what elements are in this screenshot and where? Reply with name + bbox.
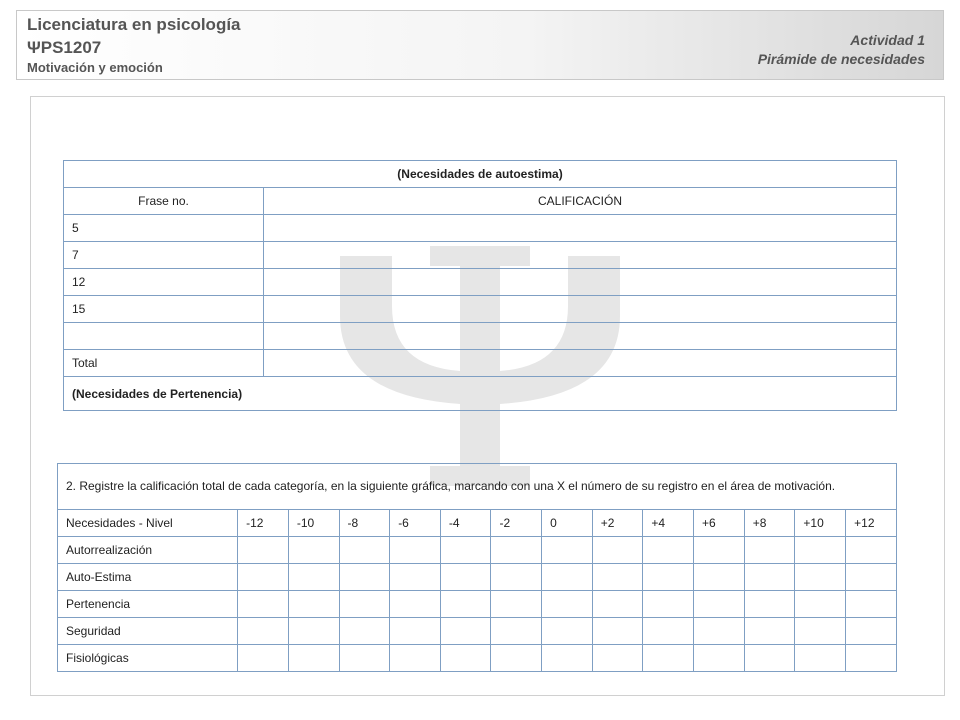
level-mark-cell[interactable] xyxy=(339,645,390,672)
table-row xyxy=(58,591,897,618)
table-row xyxy=(64,269,897,296)
level-mark-cell[interactable] xyxy=(694,618,745,645)
column-header: CALIFICACIÓN xyxy=(264,188,897,215)
level-mark-cell[interactable] xyxy=(643,537,694,564)
table-row xyxy=(64,188,897,215)
score-cell[interactable] xyxy=(264,323,897,350)
column-header: Frase no. xyxy=(64,188,264,215)
score-cell[interactable] xyxy=(264,215,897,242)
level-mark-cell[interactable] xyxy=(795,618,846,645)
level-mark-cell[interactable] xyxy=(238,618,289,645)
total-label: Total xyxy=(64,350,264,377)
level-mark-cell[interactable] xyxy=(744,591,795,618)
phrase-number-cell: 7 xyxy=(64,242,264,269)
phrase-number-cell: 5 xyxy=(64,215,264,242)
level-mark-cell[interactable] xyxy=(846,645,897,672)
level-mark-cell[interactable] xyxy=(440,645,491,672)
score-cell[interactable] xyxy=(264,242,897,269)
level-header: -12 xyxy=(238,510,289,537)
table-row xyxy=(58,464,897,510)
level-mark-cell[interactable] xyxy=(542,537,593,564)
level-mark-cell[interactable] xyxy=(288,564,339,591)
level-mark-cell[interactable] xyxy=(542,618,593,645)
level-mark-cell[interactable] xyxy=(390,564,441,591)
level-header: -8 xyxy=(339,510,390,537)
level-mark-cell[interactable] xyxy=(288,591,339,618)
level-mark-cell[interactable] xyxy=(238,564,289,591)
column-header: Necesidades - Nivel xyxy=(58,510,238,537)
table-row xyxy=(64,296,897,323)
course-subtitle: Motivación y emoción xyxy=(27,60,163,75)
level-mark-cell[interactable] xyxy=(288,537,339,564)
self-esteem-table xyxy=(63,160,897,411)
table-row xyxy=(58,564,897,591)
level-header: +2 xyxy=(592,510,643,537)
level-mark-cell[interactable] xyxy=(744,618,795,645)
level-header: +4 xyxy=(643,510,694,537)
level-header: -10 xyxy=(288,510,339,537)
table-row xyxy=(64,161,897,188)
phrase-number-cell xyxy=(64,323,264,350)
table-row xyxy=(58,645,897,672)
level-mark-cell[interactable] xyxy=(846,564,897,591)
level-mark-cell[interactable] xyxy=(339,537,390,564)
level-header: +6 xyxy=(694,510,745,537)
level-mark-cell[interactable] xyxy=(440,537,491,564)
level-mark-cell[interactable] xyxy=(542,645,593,672)
course-title: Licenciatura en psicología xyxy=(27,15,241,34)
level-mark-cell[interactable] xyxy=(846,591,897,618)
level-mark-cell[interactable] xyxy=(643,618,694,645)
level-header: +10 xyxy=(795,510,846,537)
activity-number: Actividad 1 xyxy=(850,32,925,48)
level-mark-cell[interactable] xyxy=(542,591,593,618)
level-header: +12 xyxy=(846,510,897,537)
level-mark-cell[interactable] xyxy=(795,564,846,591)
table-row xyxy=(58,510,897,537)
level-mark-cell[interactable] xyxy=(440,618,491,645)
table-row xyxy=(64,377,897,411)
level-mark-cell[interactable] xyxy=(592,537,643,564)
need-label: Fisiológicas xyxy=(58,645,238,672)
table-row xyxy=(64,215,897,242)
level-mark-cell[interactable] xyxy=(592,591,643,618)
level-mark-cell[interactable] xyxy=(643,591,694,618)
needs-level-grid xyxy=(57,463,897,672)
total-score-cell[interactable] xyxy=(264,350,897,377)
phrase-number-cell: 12 xyxy=(64,269,264,296)
level-mark-cell[interactable] xyxy=(795,537,846,564)
course-code: ΨPS1207 xyxy=(27,38,102,57)
level-mark-cell[interactable] xyxy=(694,591,745,618)
table-heading: (Necesidades de autoestima) xyxy=(64,161,897,188)
level-header: 0 xyxy=(542,510,593,537)
level-mark-cell[interactable] xyxy=(390,591,441,618)
level-mark-cell[interactable] xyxy=(390,537,441,564)
level-mark-cell[interactable] xyxy=(795,591,846,618)
level-mark-cell[interactable] xyxy=(440,591,491,618)
level-mark-cell[interactable] xyxy=(542,564,593,591)
need-label: Seguridad xyxy=(58,618,238,645)
level-mark-cell[interactable] xyxy=(390,618,441,645)
score-cell[interactable] xyxy=(264,269,897,296)
table-row xyxy=(64,242,897,269)
level-mark-cell[interactable] xyxy=(694,564,745,591)
level-mark-cell[interactable] xyxy=(390,645,441,672)
level-mark-cell[interactable] xyxy=(491,537,542,564)
need-label: Auto-Estima xyxy=(58,564,238,591)
level-mark-cell[interactable] xyxy=(339,591,390,618)
phrase-number-cell: 15 xyxy=(64,296,264,323)
table-row xyxy=(58,537,897,564)
level-mark-cell[interactable] xyxy=(339,618,390,645)
level-mark-cell[interactable] xyxy=(592,618,643,645)
table-row xyxy=(64,323,897,350)
level-mark-cell[interactable] xyxy=(694,645,745,672)
level-mark-cell[interactable] xyxy=(238,537,289,564)
level-mark-cell[interactable] xyxy=(440,564,491,591)
level-mark-cell[interactable] xyxy=(846,618,897,645)
level-mark-cell[interactable] xyxy=(643,645,694,672)
table-footer: (Necesidades de Pertenencia) xyxy=(64,377,897,411)
header-banner xyxy=(16,10,944,80)
level-mark-cell[interactable] xyxy=(744,645,795,672)
level-header: +8 xyxy=(744,510,795,537)
level-mark-cell[interactable] xyxy=(491,564,542,591)
level-mark-cell[interactable] xyxy=(744,537,795,564)
level-mark-cell[interactable] xyxy=(491,618,542,645)
instructions-text: 2. Registre la calificación total de cada categoría, en la siguiente gráfica, marcando con una X el número de su registro en el área de motivación. xyxy=(58,464,897,510)
need-label: Autorrealización xyxy=(58,537,238,564)
level-header: -4 xyxy=(440,510,491,537)
table-row xyxy=(64,350,897,377)
level-mark-cell[interactable] xyxy=(744,564,795,591)
level-header: -6 xyxy=(390,510,441,537)
need-label: Pertenencia xyxy=(58,591,238,618)
level-mark-cell[interactable] xyxy=(491,645,542,672)
level-mark-cell[interactable] xyxy=(795,645,846,672)
activity-name: Pirámide de necesidades xyxy=(757,51,925,67)
level-mark-cell[interactable] xyxy=(491,591,542,618)
level-mark-cell[interactable] xyxy=(288,645,339,672)
level-mark-cell[interactable] xyxy=(592,564,643,591)
level-mark-cell[interactable] xyxy=(288,618,339,645)
level-mark-cell[interactable] xyxy=(238,645,289,672)
level-mark-cell[interactable] xyxy=(643,564,694,591)
score-cell[interactable] xyxy=(264,296,897,323)
level-mark-cell[interactable] xyxy=(339,564,390,591)
table-row xyxy=(58,618,897,645)
level-mark-cell[interactable] xyxy=(846,537,897,564)
level-header: -2 xyxy=(491,510,542,537)
level-mark-cell[interactable] xyxy=(694,537,745,564)
level-mark-cell[interactable] xyxy=(238,591,289,618)
level-mark-cell[interactable] xyxy=(592,645,643,672)
